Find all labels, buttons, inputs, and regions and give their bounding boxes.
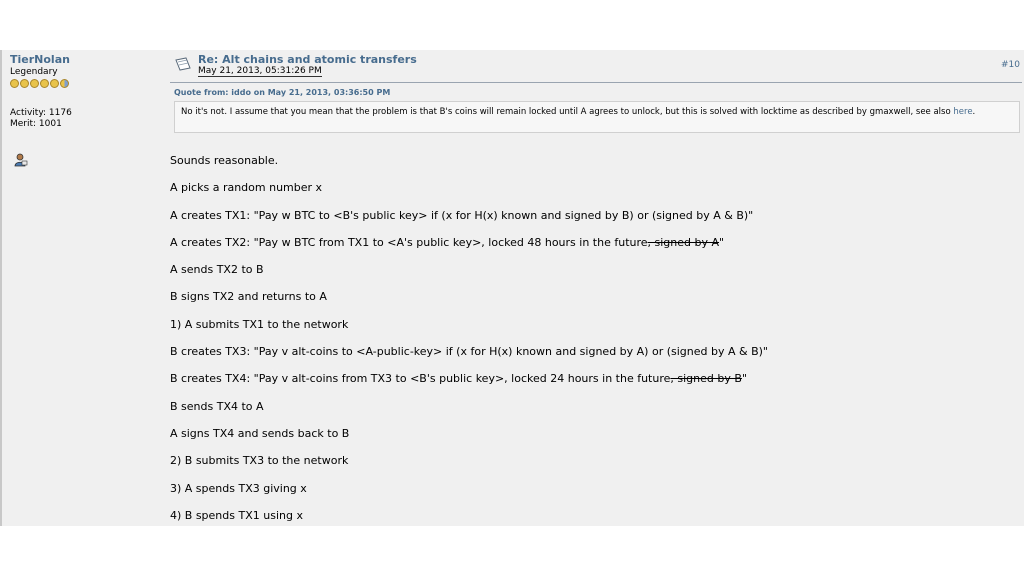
body-line: 2) B submits TX3 to the network — [170, 454, 349, 468]
quote-end: . — [972, 107, 976, 117]
body-line: B sends TX4 to A — [170, 399, 264, 413]
body-line: Sounds reasonable. — [170, 154, 279, 167]
body-line: A picks a random number x — [170, 181, 323, 195]
coin-icon — [20, 79, 29, 88]
body-line: A creates TX1: "Pay w BTC to <B's public key> if (x for H(x) known and signed by B) or (signed by A & B)" — [170, 208, 754, 222]
post-body — [170, 154, 1020, 536]
body-line — [170, 236, 1020, 263]
quote-block — [174, 101, 1020, 133]
body-text: " — [741, 372, 747, 386]
coin-half-icon — [60, 79, 69, 88]
merit-count: Merit: 1001 — [10, 119, 62, 129]
strikethrough-text: , signed by B — [670, 372, 742, 386]
body-line: B signs TX2 and returns to A — [170, 290, 327, 304]
body-line: 4) B spends TX1 using x — [170, 508, 303, 522]
poster-info — [10, 53, 160, 89]
profile-icon[interactable] — [14, 153, 28, 167]
post-date: May 21, 2013, 05:31:26 PM — [198, 66, 322, 76]
quote-header-link[interactable]: Quote from: iddo on May 21, 2013, 03:36:50 PM — [174, 88, 391, 97]
body-line — [170, 372, 1020, 399]
message-icon — [174, 56, 192, 72]
body-line: A signs TX4 and sends back to B — [170, 426, 350, 440]
forum-post — [0, 50, 1024, 526]
body-line: 1) A submits TX1 to the network — [170, 317, 349, 331]
poster-name-link[interactable]: TierNolan — [10, 53, 70, 66]
quote-here-link[interactable]: here — [953, 107, 973, 117]
strikethrough-text: , signed by A — [647, 235, 720, 249]
post-subject-link[interactable]: Re: Alt chains and atomic transfers — [198, 53, 417, 66]
coin-icon — [40, 79, 49, 88]
body-line: A sends TX2 to B — [170, 263, 264, 277]
coin-icon — [10, 79, 19, 88]
poster-rank: Legendary — [10, 67, 58, 77]
activity-count: Activity: 1176 — [10, 108, 72, 118]
poster-stats — [10, 108, 72, 130]
body-text: A creates TX2: "Pay w BTC from TX1 to <A's public key>, locked 48 hours in the future — [170, 235, 648, 249]
divider — [170, 82, 1022, 83]
post-number-link[interactable]: #10 — [1001, 60, 1020, 70]
body-text: B creates TX4: "Pay v alt-coins from TX3 to <B's public key>, locked 24 hours in the future — [170, 372, 671, 386]
coin-icon — [30, 79, 39, 88]
coin-icon — [50, 79, 59, 88]
rank-coins — [10, 79, 160, 89]
body-line: 3) A spends TX3 giving x — [170, 481, 307, 495]
body-text: " — [719, 235, 725, 249]
body-line: B creates TX3: "Pay v alt-coins to <A-public-key> if (x for H(x) known and signed by A) or (signed by A & B)" — [170, 345, 768, 359]
quote-text: No it's not. I assume that you mean that the problem is that B's coins will remain locked until A agrees to unlock, but this is solved with locktime as described by gmaxwell, see also — [181, 107, 951, 117]
